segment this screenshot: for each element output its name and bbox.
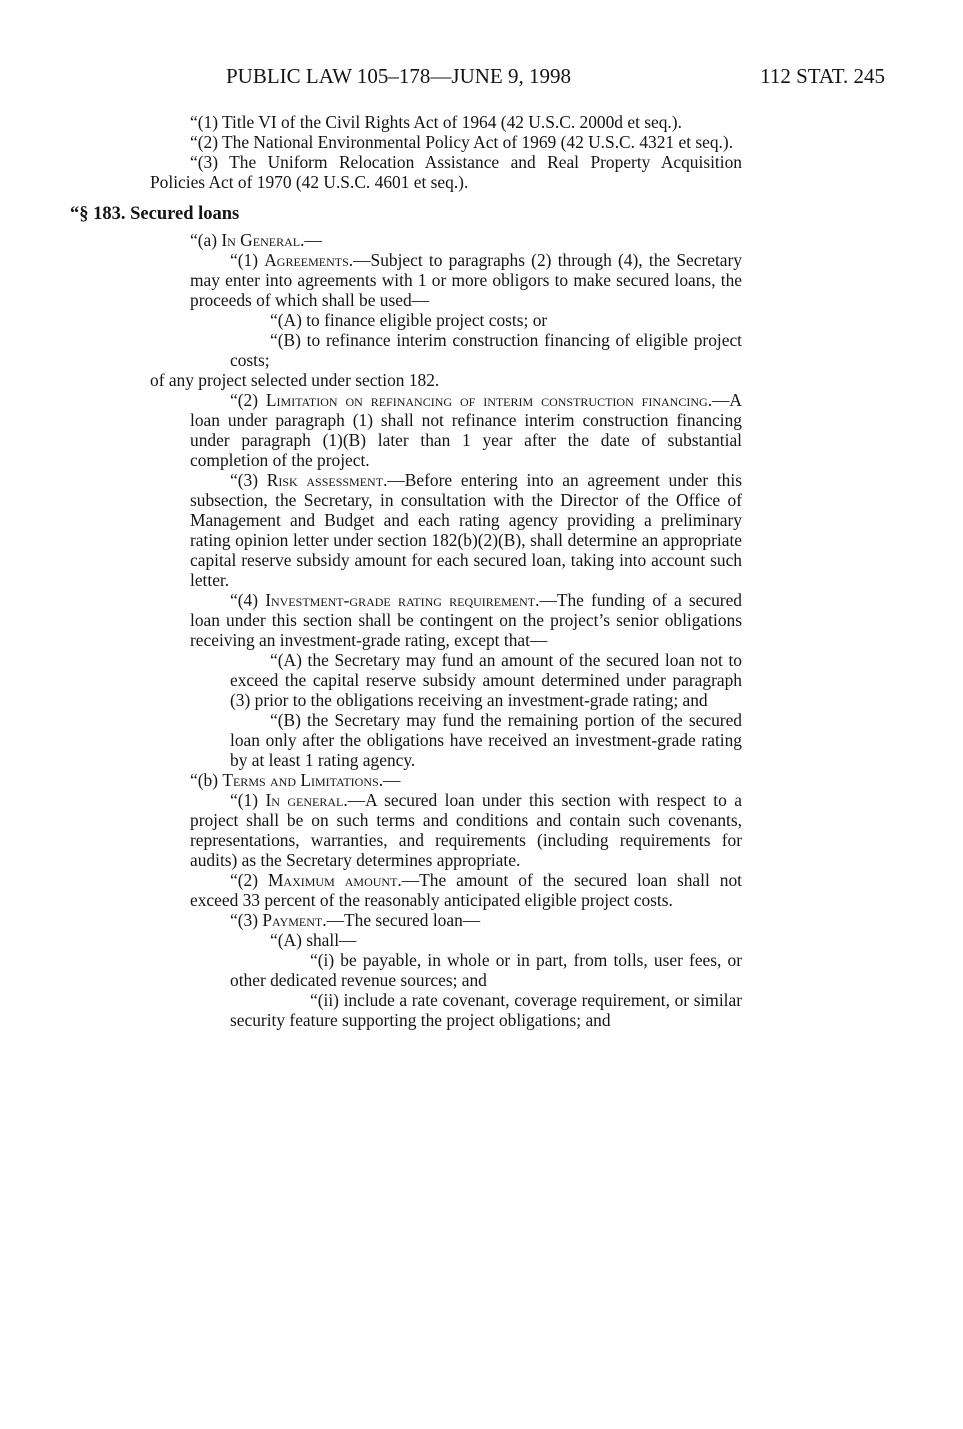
paragraph-b3-A-ii: “(ii) include a rate covenant, coverage requirement, or similar security feature supporting the project obligations; and <box>230 990 742 1030</box>
paragraph-a4: “(4) Investment-grade rating requirement.—The funding of a secured loan under this section shall be contingent on the project’s senior obligations receiving an investment-grade rating, except that— <box>190 590 742 650</box>
paragraph-a4-A: “(A) the Secretary may fund an amount of the secured loan not to exceed the capital reserve subsidy amount determined under paragraph (3) prior to the obligations receiving an investment-grade rating; and <box>230 650 742 710</box>
intro-item-1: “(1) Title VI of the Civil Rights Act of 1964 (42 U.S.C. 2000d et seq.). <box>190 112 682 132</box>
document-body <box>70 112 742 1030</box>
paragraph-a1: “(1) Agreements.—Subject to paragraphs (2) through (4), the Secretary may enter into agreements with 1 or more obligors to make secured loans, the proceeds of which shall be used— <box>190 250 742 310</box>
subsection-b-heading: “(b) Terms and Limitations.— <box>190 770 401 790</box>
paragraph-b2: “(2) Maximum amount.—The amount of the secured loan shall not exceed 33 percent of the reasonably anticipated eligible project costs. <box>190 870 742 910</box>
header-title: PUBLIC LAW 105–178—JUNE 9, 1998 <box>226 64 572 88</box>
intro-item-3: “(3) The Uniform Relocation Assistance and Real Property Acquisition Policies Act of 1970 (42 U.S.C. 4601 et seq.). <box>150 152 742 192</box>
paragraph-b1: “(1) In general.—A secured loan under this section with respect to a project shall be on such terms and conditions and contain such covenants, representations, warranties, and requirements (including requirements for audits) as the Secretary determines appropriate. <box>190 790 742 870</box>
paragraph-b3: “(3) Payment.—The secured loan— <box>230 910 481 930</box>
paragraph-a1-A: “(A) to finance eligible project costs; or <box>270 310 548 330</box>
paragraph-a1-B: “(B) to refinance interim construction financing of eligible project costs; <box>230 330 742 370</box>
paragraph-a3: “(3) Risk assessment.—Before entering into an agreement under this subsection, the Secretary, in consultation with the Director of the Office of Management and Budget and each rating agency providing a preliminary rating opinion letter under section 182(b)(2)(B), shall determine an appropriate capital reserve subsidy amount for each secured loan, taking into account such letter. <box>190 470 742 590</box>
paragraph-a4-B: “(B) the Secretary may fund the remaining portion of the secured loan only after the obligations have received an investment-grade rating by at least 1 rating agency. <box>230 710 742 770</box>
running-header <box>226 62 885 90</box>
subsection-a-heading: “(a) In General.— <box>190 230 322 250</box>
section-title: “§ 183. Secured loans <box>70 204 240 224</box>
intro-item-2: “(2) The National Environmental Policy Act of 1969 (42 U.S.C. 4321 et seq.). <box>190 132 734 152</box>
paragraph-a1-tail: of any project selected under section 182. <box>150 370 440 390</box>
paragraph-b3-A: “(A) shall— <box>270 930 357 950</box>
paragraph-b3-A-i: “(i) be payable, in whole or in part, from tolls, user fees, or other dedicated revenue sources; and <box>230 950 742 990</box>
header-stat-page: 112 STAT. 245 <box>760 64 885 88</box>
paragraph-a2: “(2) Limitation on refinancing of interim construction financing.—A loan under paragraph (1) shall not refinance interim construction financing under paragraph (1)(B) later than 1 year after the date of substantial completion of the project. <box>190 390 742 470</box>
